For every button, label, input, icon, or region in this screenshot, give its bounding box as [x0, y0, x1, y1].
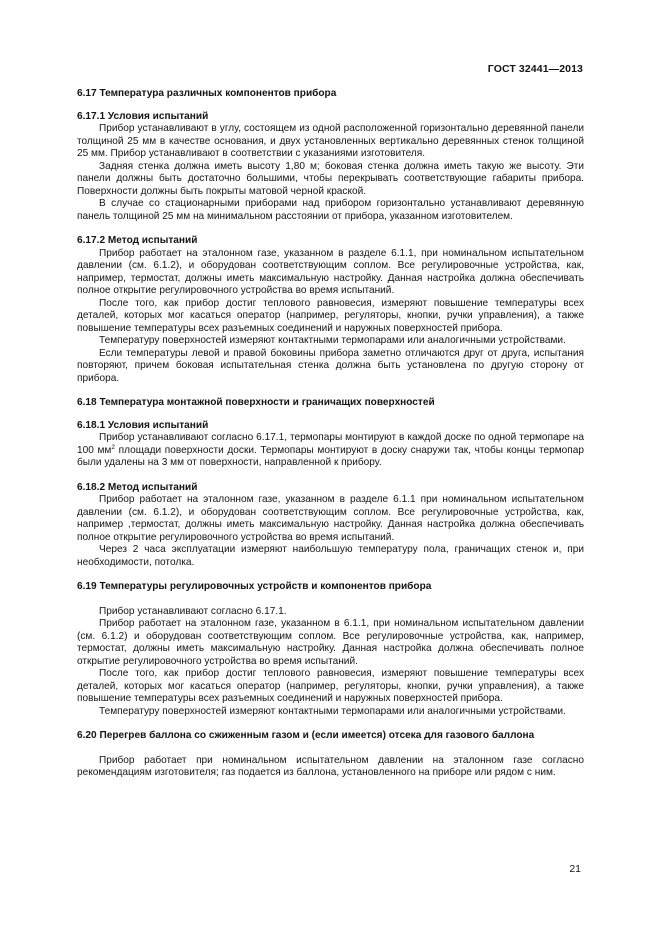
paragraph-text: площади поверхности доски. Термопары монтируют в доску снаружи так, чтобы концы термопар были удалены на 3 мм от поверхности, направленной к прибору. — [77, 444, 584, 468]
paragraph-text: Прибор устанавливают согласно 6.17.1, термопары монтируют в каждой доске по одной термопаре на 100 мм — [77, 432, 584, 456]
paragraph: Температуру поверхностей измеряют контактными термопарами или аналогичными устройствами. — [99, 705, 566, 717]
paragraph: Прибор работает на эталонном газе, указанном в разделе 6.1.1 при номинальном испытательном давлении (см. 6.1.2), и оборудован соответствующим соплом. Все регулировочные устройства, как, например ,термостат, должны иметь максимальную настройку. Данная настройка должна обеспечивать полное открытие регулировочного устройства во время испытаний. — [77, 494, 584, 543]
section-title-6-19: 6.19 Температуры регулировочных устройств и компонентов прибора — [77, 581, 432, 592]
paragraph: Прибор работает при номинальном испытательном давлении на эталонном газе согласно рекомендациям изготовителя; газ подается из баллона, установленного на приборе или рядом с ним. — [77, 754, 584, 778]
paragraph: В случае со стационарными приборами над прибором горизонтально устанавливают деревянную панель толщиной 25 мм на минимальном расстоянии от прибора, указанном изготовителем. — [77, 198, 584, 222]
superscript: 2 — [111, 443, 115, 451]
paragraph — [77, 432, 584, 470]
paragraph: Если температуры левой и правой боковины прибора заметно отличаются друг от друга, испытания повторяют, причем боковая испытательная стенка должна быть установлена по другую сторону от прибора. — [77, 347, 584, 384]
paragraph: Температуру поверхностей измеряют контактными термопарами или аналогичными устройствами. — [99, 335, 566, 346]
page-number: 21 — [569, 863, 581, 875]
subsection-title-6-18-1: 6.18.1 Условия испытаний — [77, 419, 209, 431]
paragraph: Прибор работает на эталонном газе, указанном в разделе 6.1.1, при номинальном испытательном давлении (см. 6.1.2), и оборудован соответствующим соплом. Все регулировочные устройства, как, например, термостат, должны иметь максимальную настройку. Данная настройка должна обеспечивать полное открытие регулировочного устройства во время испытаний. — [77, 247, 584, 296]
paragraph: После того, как прибор достиг теплового равновесия, измеряют повышение температуры всех деталей, которых мог касаться оператор (например, регуляторы, кнопки, ручки управления), а также повышение температуры всех разъемных соединений и наружных поверхностей прибора. — [77, 668, 584, 704]
paragraph: Прибор работает на эталонном газе, указанном в 6.1.1, при номинальном испытательном давлении (см. 6.1.2) и оборудован соответствующим соплом. Все регулировочные устройства, как, например, термостат, должны иметь максимальную настройку. Данная настройка должна обеспечивать полное открытие регулировочного устройства во время испытаний. — [77, 618, 584, 667]
subsection-title-6-17-2: 6.17.2 Метод испытаний — [77, 235, 198, 246]
paragraph: Прибор устанавливают в углу, состоящем из одной расположенной горизонтально деревянной панели толщиной 25 мм в качестве основания, и двух установленных вертикально деревянных стенок толщиной 25 мм. Прибор устанавливают в соответствии с указаниями изготовителя. — [77, 123, 584, 159]
section-title-6-17: 6.17 Температура различных компонентов прибора — [77, 88, 337, 99]
section-title-6-20: 6.20 Перегрев баллона со сжиженным газом и (если имеется) отсека для газового баллона — [77, 730, 535, 741]
paragraph: Прибор устанавливают согласно 6.17.1. — [99, 605, 287, 617]
subsection-title-6-17-1: 6.17.1 Условия испытаний — [77, 110, 209, 122]
section-title-6-18: 6.18 Температура монтажной поверхности и граничащих поверхностей — [77, 397, 435, 408]
document-id: ГОСТ 32441—2013 — [487, 63, 583, 75]
paragraph: Через 2 часа эксплуатации измеряют наибольшую температуру пола, граничащих стенок и, при необходимости, потолка. — [77, 544, 584, 568]
paragraph: После того, как прибор достиг теплового равновесия, измеряют повышение температуры всех деталей, которых мог касаться оператор (например, регуляторы, кнопки, ручки управления), а также повышение температуры всех разъемных соединений и наружных поверхностей прибора. — [77, 297, 584, 334]
subsection-title-6-18-2: 6.18.2 Метод испытаний — [77, 481, 198, 493]
page-body — [77, 88, 584, 780]
paragraph: Задняя стенка должна иметь высоту 1,80 м; боковая стенка должна иметь такую же высоту. Эти панели должны быть достаточно большими, чтобы перекрывать соответствующие габариты прибора. Поверхности должны быть покрыты матовой черной краской. — [77, 160, 584, 197]
